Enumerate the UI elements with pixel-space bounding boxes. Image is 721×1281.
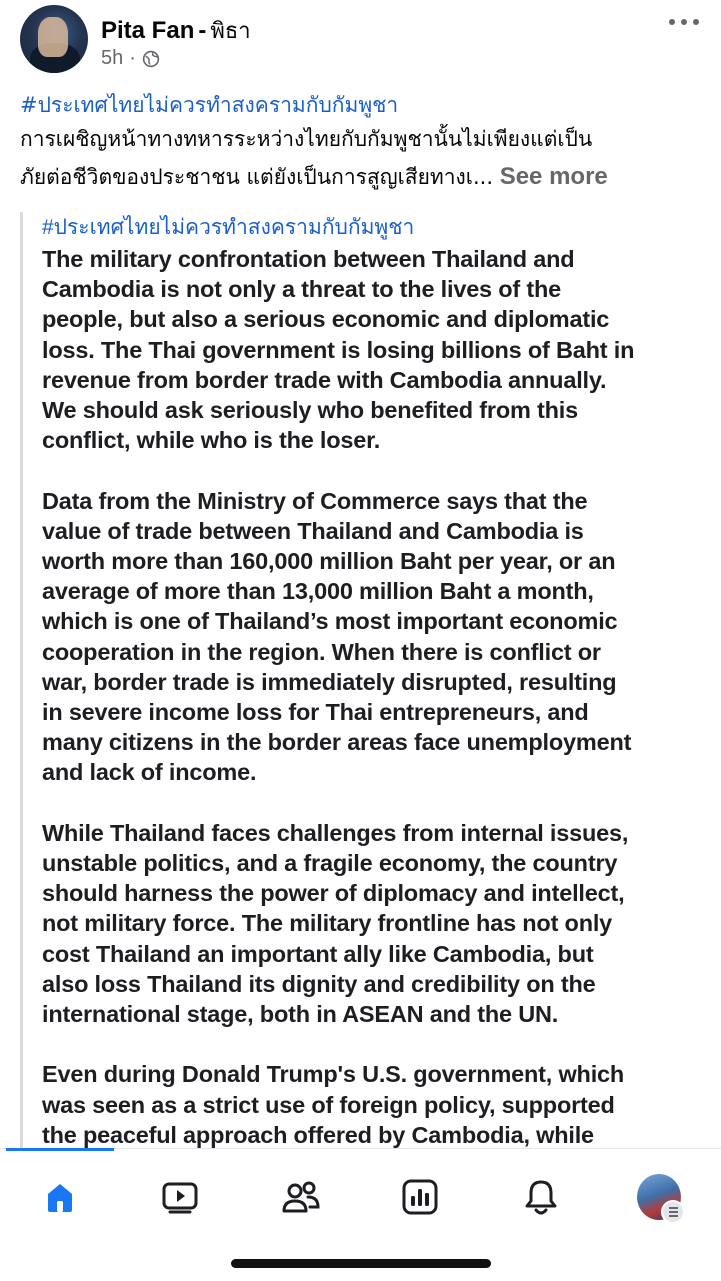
paragraph-3	[42, 818, 702, 1029]
text-line: the peaceful approach offered by Cambodia, while	[42, 1121, 594, 1148]
author-name[interactable]	[101, 13, 251, 48]
text-line: unstable politics, and a fragile economy, the country	[42, 850, 618, 877]
home-indicator[interactable]	[231, 1259, 491, 1268]
paragraph-2	[42, 486, 702, 788]
author-separator: -	[198, 17, 207, 44]
text-line: Cambodia is not only a threat to the lives of the	[42, 276, 562, 303]
text-line: revenue from border trade with Cambodia annually.	[42, 366, 607, 393]
text-line: which is one of Thailand’s most important economic	[42, 608, 618, 635]
post-text	[20, 90, 700, 196]
globe-icon	[142, 50, 160, 68]
text-line: Even during Donald Trump's U.S. government, which	[42, 1061, 625, 1088]
hashtag-link[interactable]: #ประเทศไทยไม่ควรทำสงครามกับกัมพูชา	[20, 93, 399, 117]
post-time[interactable]: 5h	[101, 47, 124, 69]
text-line: conflict, while who is the loser.	[42, 427, 381, 454]
home-icon	[40, 1177, 80, 1217]
dashboard-icon	[400, 1177, 440, 1217]
text-line: loss. The Thai government is losing billions of Baht in	[42, 336, 635, 363]
text-line: many citizens in the border areas face unemployment	[42, 729, 632, 756]
text-line: should harness the power of diplomacy and intellect,	[42, 880, 625, 907]
quote-hashtag-link[interactable]: #ประเทศไทยไม่ควรทำสงครามกับกัมพูชา	[42, 216, 415, 239]
preview-line	[20, 158, 700, 196]
post-header	[0, 0, 721, 88]
profile-avatar	[637, 1174, 681, 1220]
quote-body	[42, 244, 702, 1150]
tab-home[interactable]	[38, 1175, 82, 1219]
text-line: was seen as a strict use of foreign policy, supported	[42, 1091, 615, 1118]
text-line: We should ask seriously who benefited from this	[42, 397, 578, 424]
active-tab-indicator	[6, 1148, 114, 1151]
preview-line: การเผชิญหน้าทางทหารระหว่างไทยกับกัมพูชานั้นไม่เพียงแต่เป็น	[20, 127, 593, 151]
text-line: value of trade between Thailand and Cambodia is	[42, 517, 584, 544]
paragraph-4	[42, 1059, 702, 1150]
tab-video[interactable]	[158, 1175, 202, 1219]
text-line: war, border trade is immediately disrupted, resulting	[42, 668, 617, 695]
tab-profile-menu[interactable]	[637, 1175, 681, 1219]
text-line: cost Thailand an important ally like Cambodia, but	[42, 940, 594, 967]
text-line: international stage, both in ASEAN and the UN.	[42, 1001, 559, 1028]
author-avatar[interactable]	[20, 5, 88, 73]
paragraph-1	[42, 244, 702, 455]
menu-icon	[661, 1200, 685, 1224]
friends-icon	[281, 1177, 321, 1217]
post-preview	[20, 120, 700, 196]
text-line: The military confrontation between Thailand and	[42, 246, 575, 272]
quoted-content	[20, 212, 713, 1150]
tab-dashboard[interactable]	[398, 1175, 442, 1219]
tab-friends[interactable]	[279, 1175, 323, 1219]
author-name-text[interactable]: Pita Fan	[101, 17, 195, 44]
author-alt-name: พิธา	[210, 19, 251, 44]
see-more-link[interactable]: See more	[499, 163, 608, 190]
tab-notifications[interactable]	[519, 1175, 563, 1219]
text-line: in severe income loss for Thai entrepreneurs, and	[42, 699, 589, 726]
text-line: worth more than 160,000 million Baht per year, or an	[42, 548, 616, 575]
text-line: average of more than 13,000 million Baht a month,	[42, 578, 594, 605]
video-icon	[160, 1177, 200, 1217]
preview-line-text: ภัยต่อชีวิตของประชาชน แต่ยังเป็นการสูญเสียทางเ...	[20, 165, 494, 189]
more-options-icon[interactable]	[669, 12, 699, 32]
text-line: people, but also a serious economic and diplomatic	[42, 306, 610, 333]
text-line: Data from the Ministry of Commerce says that the	[42, 487, 588, 514]
text-line: not military force. The military frontline has not only	[42, 910, 613, 937]
meta-separator: ·	[129, 47, 136, 69]
text-line: and lack of income.	[42, 759, 257, 786]
text-line: also loss Thailand its dignity and credibility on the	[42, 970, 596, 997]
text-line: While Thailand faces challenges from internal issues,	[42, 819, 629, 846]
post-meta	[101, 47, 160, 70]
text-line: cooperation in the region. When there is conflict or	[42, 638, 601, 665]
notifications-icon	[521, 1177, 561, 1217]
